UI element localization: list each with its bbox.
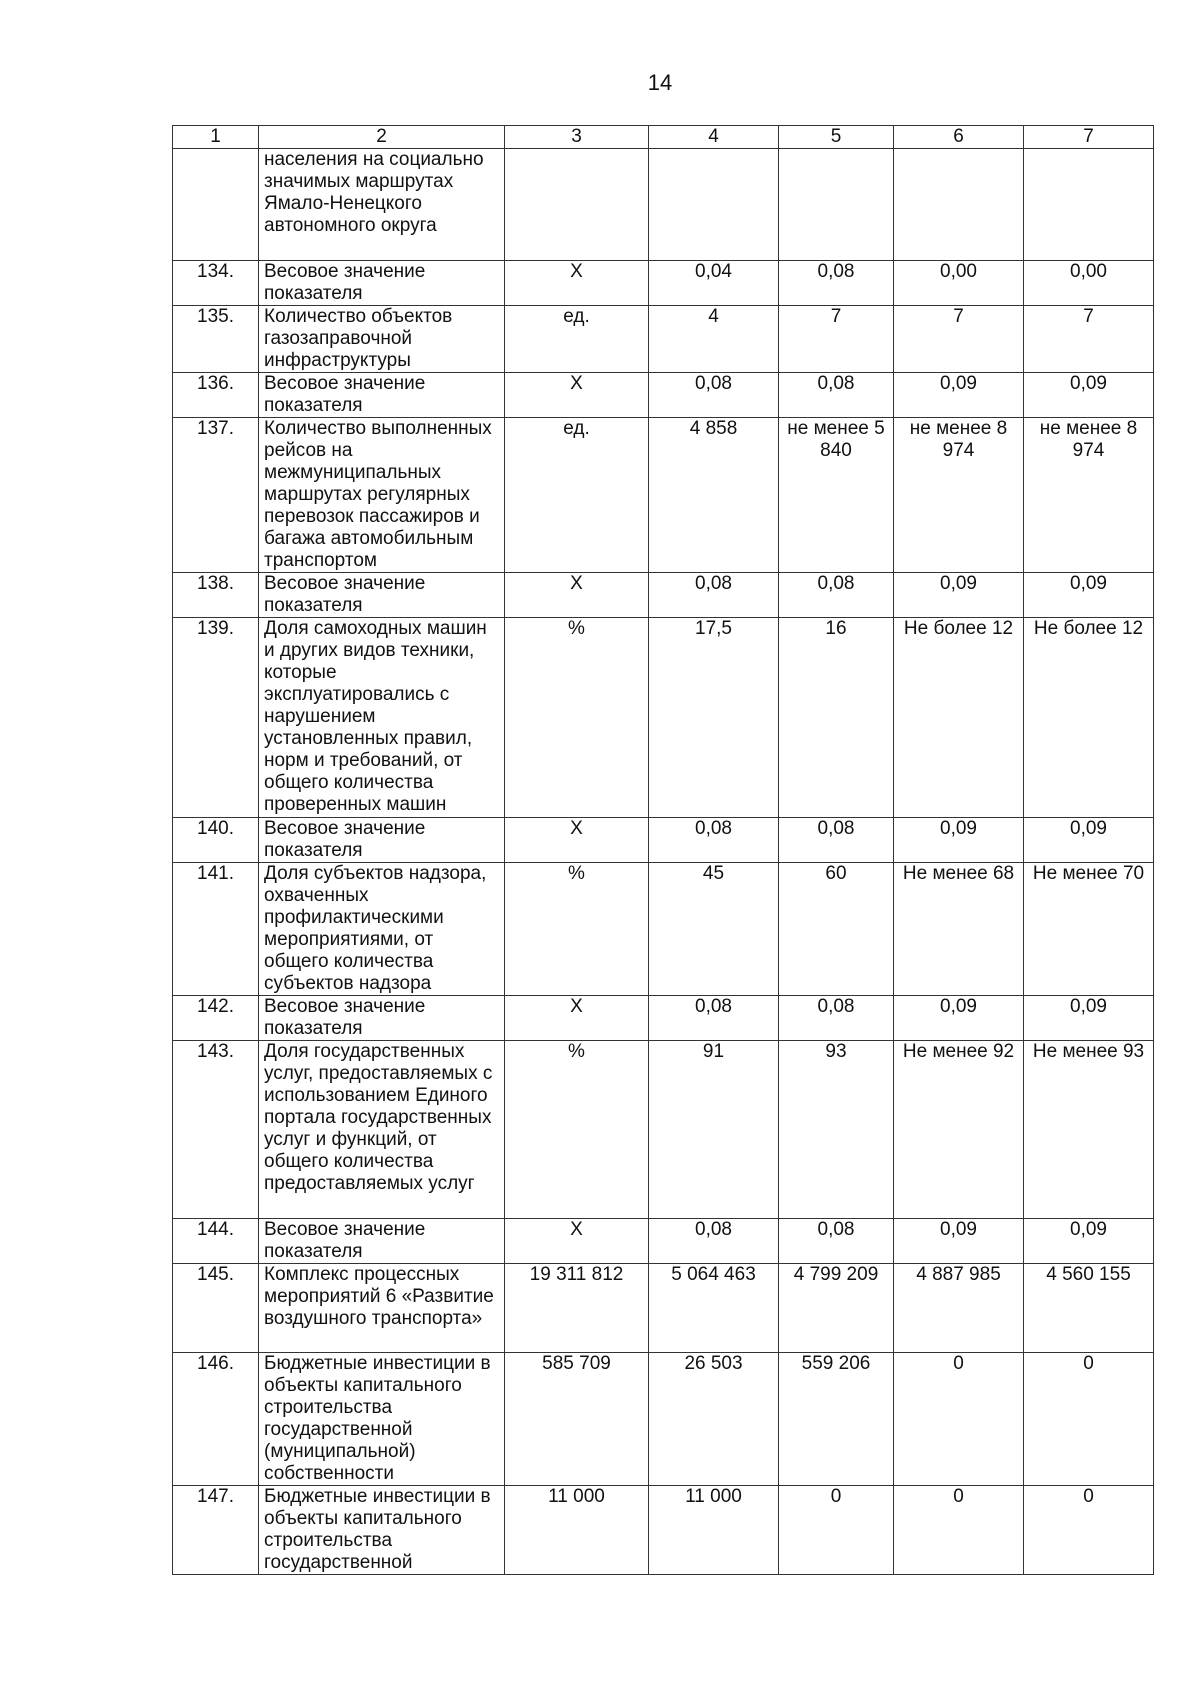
row-number (173, 149, 259, 261)
cell-unit: Х (505, 996, 649, 1041)
cell-unit: % (505, 618, 649, 818)
indicator-name: Весовое значение показателя (259, 1219, 505, 1264)
table-row (173, 1219, 1154, 1264)
cell-value: 0,09 (894, 373, 1024, 418)
cell-value: 0,09 (894, 818, 1024, 863)
cell-unit: 19 311 812 (505, 1264, 649, 1353)
indicator-name: населения на социально значимых маршрутах Ямало-Ненецкого автономного округа (259, 149, 505, 261)
row-number: 141. (173, 863, 259, 996)
cell-value: 0,08 (779, 573, 894, 618)
cell-unit: Х (505, 261, 649, 306)
table-row (173, 1486, 1154, 1575)
cell-value: 0,09 (1024, 818, 1154, 863)
table-row (173, 618, 1154, 818)
row-number: 137. (173, 418, 259, 573)
cell-value: 93 (779, 1041, 894, 1219)
indicator-name: Количество объектов газозаправочной инфраструктуры (259, 306, 505, 373)
cell-value: 60 (779, 863, 894, 996)
indicator-name: Доля субъектов надзора, охваченных профилактическими мероприятиями, от общего количества субъектов надзора (259, 863, 505, 996)
cell-value: 0,09 (1024, 996, 1154, 1041)
cell-value: 0,00 (1024, 261, 1154, 306)
row-number: 135. (173, 306, 259, 373)
cell-unit: Х (505, 818, 649, 863)
page-number: 14 (647, 70, 673, 95)
indicator-name: Доля самоходных машин и других видов техники, которые эксплуатировались с нарушением установленных правил, норм и требований, от общего количества проверенных машин (259, 618, 505, 818)
cell-value: 0,08 (779, 1219, 894, 1264)
cell-value (1024, 149, 1154, 261)
header-cell: 4 (649, 126, 779, 149)
row-number: 134. (173, 261, 259, 306)
header-row (173, 126, 1154, 149)
cell-value: 559 206 (779, 1353, 894, 1486)
cell-value: 11 000 (649, 1486, 779, 1575)
indicator-name: Весовое значение показателя (259, 373, 505, 418)
cell-value: 0 (779, 1486, 894, 1575)
cell-value: 0,08 (649, 573, 779, 618)
row-number: 138. (173, 573, 259, 618)
cell-value: 0,09 (1024, 1219, 1154, 1264)
cell-value: 0,09 (894, 573, 1024, 618)
cell-value: 0,08 (779, 261, 894, 306)
indicator-name: Количество выполненных рейсов на межмуниципальных маршрутах регулярных перевозок пассажиров и багажа автомобильным транспортом (259, 418, 505, 573)
table-row (173, 818, 1154, 863)
cell-value: 4 799 209 (779, 1264, 894, 1353)
cell-value: 0,08 (649, 373, 779, 418)
header-cell: 3 (505, 126, 649, 149)
cell-unit: 11 000 (505, 1486, 649, 1575)
cell-value: Не более 12 (1024, 618, 1154, 818)
cell-unit: Х (505, 573, 649, 618)
header-cell: 1 (173, 126, 259, 149)
cell-value: 7 (1024, 306, 1154, 373)
cell-value: 5 064 463 (649, 1264, 779, 1353)
cell-value: 0,04 (649, 261, 779, 306)
header-cell: 6 (894, 126, 1024, 149)
cell-value: 0,08 (649, 1219, 779, 1264)
row-number: 147. (173, 1486, 259, 1575)
cell-value: 7 (894, 306, 1024, 373)
cell-value: 0 (1024, 1353, 1154, 1486)
table-row (173, 1041, 1154, 1219)
indicator-name: Бюджетные инвестиции в объекты капитального строительства государственной (муниципальной) собственности (259, 1353, 505, 1486)
cell-value: Не более 12 (894, 618, 1024, 818)
cell-value: не менее 8 974 (894, 418, 1024, 573)
indicator-table (172, 125, 1154, 1575)
table-row (173, 149, 1154, 261)
cell-value (894, 149, 1024, 261)
table-row (173, 1264, 1154, 1353)
cell-value: Не менее 93 (1024, 1041, 1154, 1219)
header-cell: 7 (1024, 126, 1154, 149)
cell-unit: Х (505, 373, 649, 418)
cell-value: 0 (894, 1486, 1024, 1575)
cell-unit: 585 709 (505, 1353, 649, 1486)
cell-value: не менее 8 974 (1024, 418, 1154, 573)
cell-value: 0,08 (779, 818, 894, 863)
table-row (173, 996, 1154, 1041)
row-number: 140. (173, 818, 259, 863)
cell-value: 0,09 (1024, 373, 1154, 418)
header-cell: 5 (779, 126, 894, 149)
cell-unit (505, 149, 649, 261)
cell-value: Не менее 92 (894, 1041, 1024, 1219)
table-row (173, 418, 1154, 573)
cell-value: 17,5 (649, 618, 779, 818)
indicator-name: Весовое значение показателя (259, 996, 505, 1041)
cell-value: 7 (779, 306, 894, 373)
cell-value: 4 (649, 306, 779, 373)
row-number: 143. (173, 1041, 259, 1219)
cell-value: 0 (894, 1353, 1024, 1486)
cell-unit: ед. (505, 306, 649, 373)
table-row (173, 306, 1154, 373)
indicator-name: Весовое значение показателя (259, 261, 505, 306)
cell-value: Не менее 68 (894, 863, 1024, 996)
indicator-name: Весовое значение показателя (259, 573, 505, 618)
row-number: 136. (173, 373, 259, 418)
cell-value: 0,08 (779, 996, 894, 1041)
indicator-name: Доля государственных услуг, предоставляемых с использованием Единого портала государственных услуг и функций, от общего количества предоставляемых услуг (259, 1041, 505, 1219)
cell-value: 4 887 985 (894, 1264, 1024, 1353)
cell-value: 45 (649, 863, 779, 996)
cell-value: Не менее 70 (1024, 863, 1154, 996)
cell-value: 0,08 (779, 373, 894, 418)
row-number: 145. (173, 1264, 259, 1353)
row-number: 142. (173, 996, 259, 1041)
cell-value: 4 858 (649, 418, 779, 573)
cell-value: 26 503 (649, 1353, 779, 1486)
row-number: 144. (173, 1219, 259, 1264)
table-row (173, 373, 1154, 418)
table-row (173, 863, 1154, 996)
header-cell: 2 (259, 126, 505, 149)
cell-value: 0,08 (649, 818, 779, 863)
indicator-name: Весовое значение показателя (259, 818, 505, 863)
table-row (173, 1353, 1154, 1486)
cell-value: не менее 5 840 (779, 418, 894, 573)
cell-value (649, 149, 779, 261)
cell-value (779, 149, 894, 261)
cell-value: 0,09 (894, 1219, 1024, 1264)
cell-value: 0,00 (894, 261, 1024, 306)
cell-value: 91 (649, 1041, 779, 1219)
cell-value: 0 (1024, 1486, 1154, 1575)
cell-value: 0,09 (894, 996, 1024, 1041)
row-number: 139. (173, 618, 259, 818)
cell-value: 0,09 (1024, 573, 1154, 618)
cell-unit: % (505, 1041, 649, 1219)
table-row (173, 261, 1154, 306)
cell-unit: Х (505, 1219, 649, 1264)
cell-unit: ед. (505, 418, 649, 573)
row-number: 146. (173, 1353, 259, 1486)
indicator-name: Комплекс процессных мероприятий 6 «Развитие воздушного транспорта» (259, 1264, 505, 1353)
cell-value: 16 (779, 618, 894, 818)
indicator-name: Бюджетные инвестиции в объекты капитального строительства государственной (259, 1486, 505, 1575)
cell-unit: % (505, 863, 649, 996)
table-row (173, 573, 1154, 618)
cell-value: 0,08 (649, 996, 779, 1041)
cell-value: 4 560 155 (1024, 1264, 1154, 1353)
